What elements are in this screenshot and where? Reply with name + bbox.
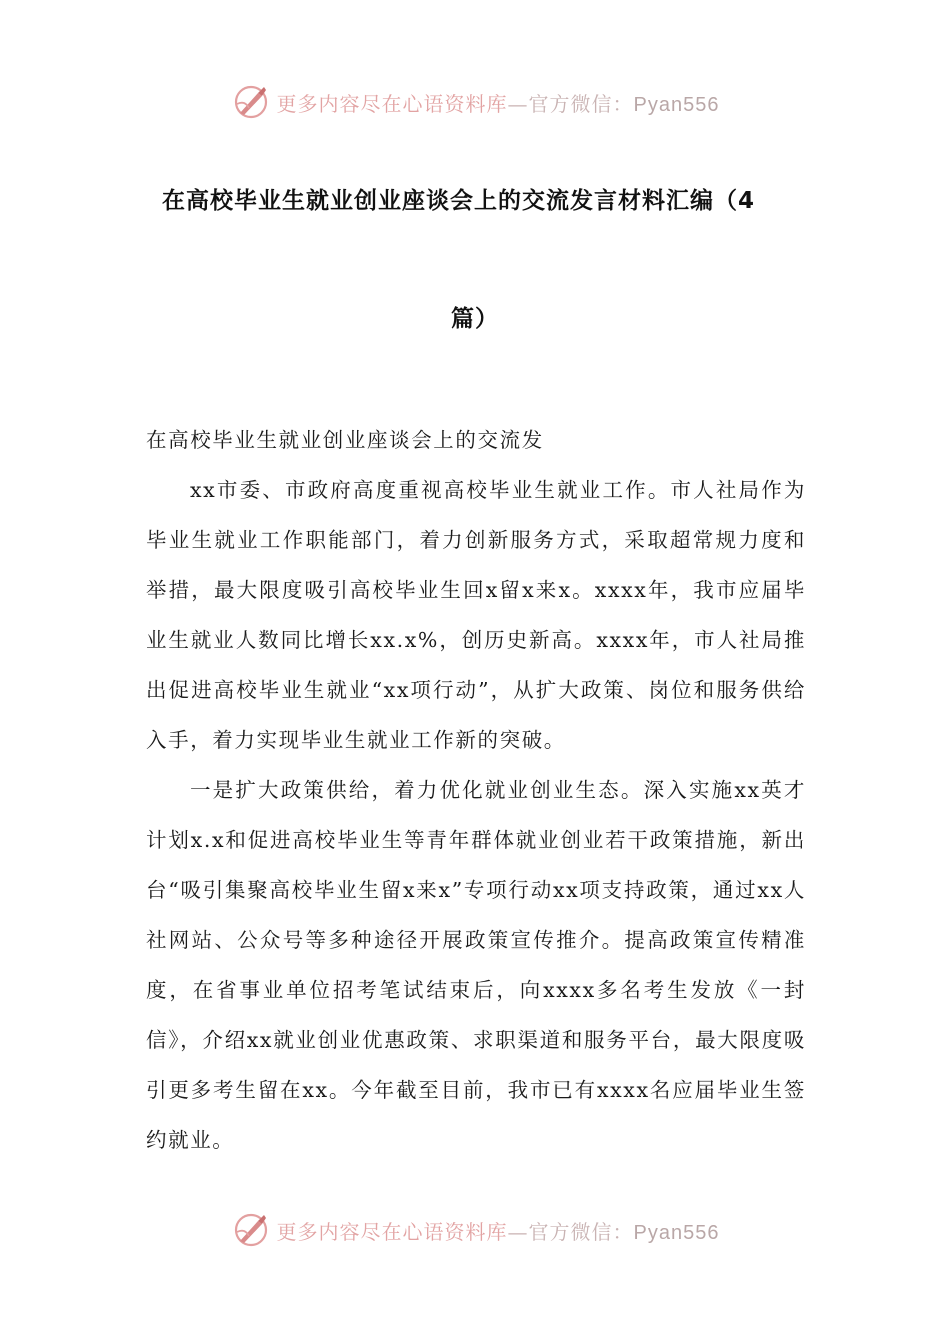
watermark-brand: 更多内容尽在心语资料库 [276,91,508,116]
pen-logo-icon [231,82,271,122]
paragraph-intro: xx市委、市政府高度重视高校毕业生就业工作。市人社局作为毕业生就业工作职能部门，着力创新服务方式，采取超常规力度和举措，最大限度吸引高校毕业生回x留x来x。xxxx年，我市应届毕业生就业人数同比增长xx.x%，创历史新高。xxxx年，市人社局推出促进高校毕业生就业“xx项行动”，从扩大政策、岗位和服务供给入手，着力实现毕业生就业工作新的突破。 [146,478,806,752]
header-watermark [0,80,950,124]
watermark-separator: — [507,91,529,116]
watermark-wechat-id: Pyan556 [633,93,720,116]
document-title-line1: 在高校毕业生就业创业座谈会上的交流发言材料汇编（4 [162,188,756,214]
watermark-wechat-label: 官方微信： [528,1219,634,1244]
watermark-separator: — [507,1219,529,1244]
paragraph-policy-supply: 一是扩大政策供给，着力优化就业创业生态。深入实施xx英才计划x.x和促进高校毕业生等青年群体就业创业若干政策措施，新出台“吸引集聚高校毕业生留x来x”专项行动xx项支持政策，通过xx人社网站、公众号等多种途径开展政策宣传推介。提高政策宣传精准度，在省事业单位招考笔试结束后，向xxxx多名考生发放《一封信》，介绍xx就业创业优惠政策、求职渠道和服务平台，最大限度吸引更多考生留在xx。今年截至目前，我市已有xxxx名应届毕业生签约就业。 [146,778,806,1152]
section-subtitle: 在高校毕业生就业创业座谈会上的交流发 [146,428,544,452]
watermark-brand: 更多内容尽在心语资料库 [276,1219,508,1244]
watermark-text [277,88,720,117]
pen-logo-icon [231,1210,271,1250]
document-body [146,415,806,1165]
watermark-text [277,1216,720,1245]
footer-watermark [0,1208,950,1252]
watermark-wechat-id: Pyan556 [633,1221,720,1244]
document-title-line2: 篇） [451,306,499,332]
watermark-wechat-label: 官方微信： [528,91,634,116]
